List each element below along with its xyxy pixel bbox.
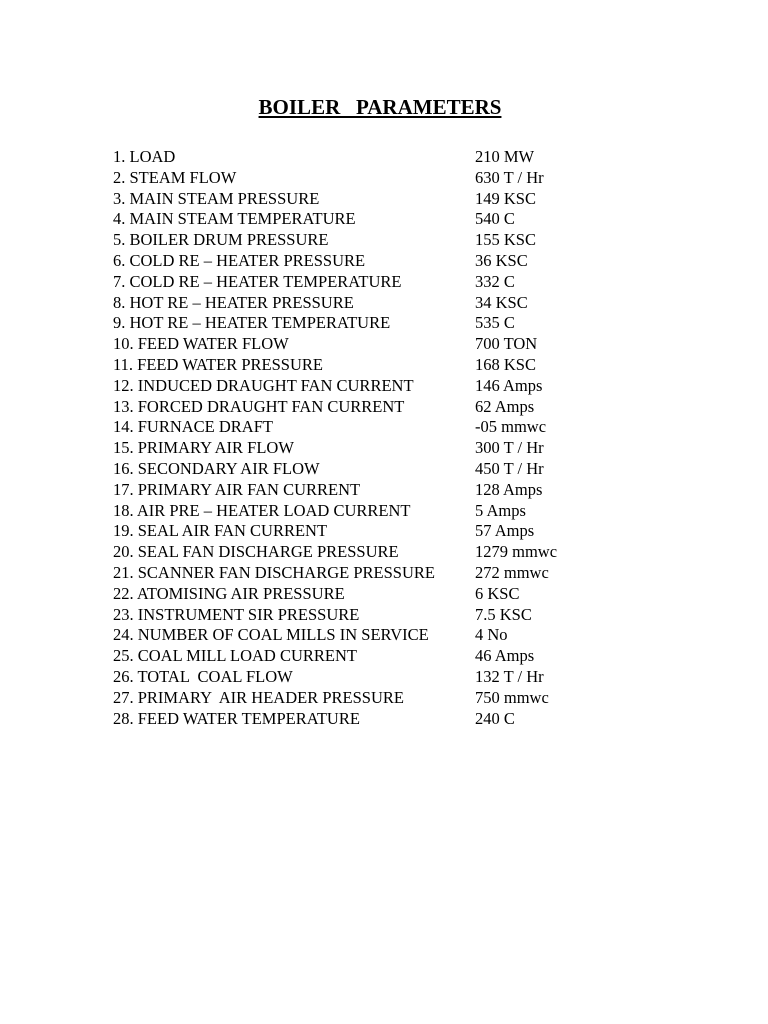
parameter-label: 21. SCANNER FAN DISCHARGE PRESSURE <box>113 562 435 582</box>
parameter-row <box>113 459 673 480</box>
parameter-value: 146 Amps <box>475 375 543 395</box>
parameter-value: 4 No <box>475 625 508 645</box>
parameter-value: 62 Amps <box>475 396 535 416</box>
parameter-label: 1. LOAD <box>113 147 176 166</box>
parameter-value: 7.5 KSC <box>475 604 532 624</box>
document-title: BOILER PARAMETERS <box>258 95 502 119</box>
parameter-value: 332 C <box>475 271 515 291</box>
parameter-value: 700 TON <box>475 334 538 354</box>
parameter-value: 155 KSC <box>475 230 536 250</box>
parameter-row <box>113 646 673 667</box>
parameter-row <box>113 480 673 501</box>
parameter-row <box>113 501 673 522</box>
parameter-label: 6. COLD RE – HEATER PRESSURE <box>113 250 366 270</box>
parameter-label: 22. ATOMISING AIR PRESSURE <box>113 583 345 603</box>
parameter-value: 149 KSC <box>475 188 536 208</box>
parameter-value: 272 mmwc <box>475 562 549 582</box>
parameter-value: 300 T / Hr <box>475 438 544 458</box>
parameter-row <box>113 272 673 293</box>
parameter-row <box>113 334 673 355</box>
parameter-row <box>113 438 673 459</box>
parameter-label: 14. FURNACE DRAFT <box>113 417 273 437</box>
parameter-row <box>113 605 673 626</box>
parameter-value: 210 MW <box>475 147 535 166</box>
parameter-row <box>113 189 673 210</box>
parameter-label: 28. FEED WATER TEMPERATURE <box>113 708 360 728</box>
parameter-row <box>113 147 673 168</box>
parameter-label: 13. FORCED DRAUGHT FAN CURRENT <box>113 396 405 416</box>
parameter-value: 36 KSC <box>475 250 528 270</box>
parameter-value: 630 T / Hr <box>475 167 544 187</box>
parameter-row <box>113 209 673 230</box>
parameter-row <box>113 230 673 251</box>
parameter-label: 4. MAIN STEAM TEMPERATURE <box>113 209 356 229</box>
parameter-label: 18. AIR PRE – HEATER LOAD CURRENT <box>113 500 411 520</box>
parameter-row <box>113 667 673 688</box>
parameter-value: 240 C <box>475 708 515 728</box>
parameter-value: 168 KSC <box>475 354 536 374</box>
parameter-row <box>113 584 673 605</box>
parameter-row <box>113 168 673 189</box>
parameter-label: 8. HOT RE – HEATER PRESSURE <box>113 292 354 312</box>
parameter-row <box>113 563 673 584</box>
parameter-label: 27. PRIMARY AIR HEADER PRESSURE <box>113 687 404 707</box>
parameter-label: 7. COLD RE – HEATER TEMPERATURE <box>113 271 402 291</box>
parameter-label: 17. PRIMARY AIR FAN CURRENT <box>113 479 361 499</box>
parameter-value: 1279 mmwc <box>475 542 558 562</box>
parameter-label: 12. INDUCED DRAUGHT FAN CURRENT <box>113 375 414 395</box>
parameter-row <box>113 688 673 709</box>
parameter-value: 450 T / Hr <box>475 458 544 478</box>
parameter-value: 57 Amps <box>475 521 535 541</box>
parameter-value: 540 C <box>475 209 515 229</box>
parameter-row <box>113 376 673 397</box>
parameter-label: 24. NUMBER OF COAL MILLS IN SERVICE <box>113 625 429 645</box>
parameter-label: 25. COAL MILL LOAD CURRENT <box>113 646 357 666</box>
parameter-value: 34 KSC <box>475 292 528 312</box>
parameter-list <box>113 147 673 729</box>
parameter-label: 5. BOILER DRUM PRESSURE <box>113 230 329 250</box>
parameter-row <box>113 397 673 418</box>
parameter-value: 750 mmwc <box>475 687 549 707</box>
parameter-label: 15. PRIMARY AIR FLOW <box>113 438 294 458</box>
parameter-label: 19. SEAL AIR FAN CURRENT <box>113 521 328 541</box>
parameter-value: 46 Amps <box>475 646 535 666</box>
parameter-value: 5 Amps <box>475 500 526 520</box>
parameter-value: 6 KSC <box>475 583 520 603</box>
parameter-row <box>113 542 673 563</box>
parameter-label: 26. TOTAL COAL FLOW <box>113 666 293 686</box>
parameter-row <box>113 293 673 314</box>
parameter-label: 11. FEED WATER PRESSURE <box>113 354 323 374</box>
parameter-row <box>113 251 673 272</box>
parameter-row <box>113 417 673 438</box>
parameter-row <box>113 625 673 646</box>
parameter-label: 16. SECONDARY AIR FLOW <box>113 458 320 478</box>
parameter-row <box>113 355 673 376</box>
parameter-row <box>113 521 673 542</box>
parameter-label: 20. SEAL FAN DISCHARGE PRESSURE <box>113 542 399 562</box>
parameter-value: 535 C <box>475 313 515 333</box>
parameter-label: 3. MAIN STEAM PRESSURE <box>113 188 320 208</box>
parameter-label: 23. INSTRUMENT SIR PRESSURE <box>113 604 360 624</box>
parameter-label: 2. STEAM FLOW <box>113 167 237 187</box>
parameter-value: 132 T / Hr <box>475 666 544 686</box>
parameter-label: 10. FEED WATER FLOW <box>113 334 289 354</box>
parameter-value: -05 mmwc <box>475 417 547 437</box>
parameter-row <box>113 313 673 334</box>
parameter-row <box>113 709 673 730</box>
parameter-label: 9. HOT RE – HEATER TEMPERATURE <box>113 313 391 333</box>
parameter-value: 128 Amps <box>475 479 543 499</box>
